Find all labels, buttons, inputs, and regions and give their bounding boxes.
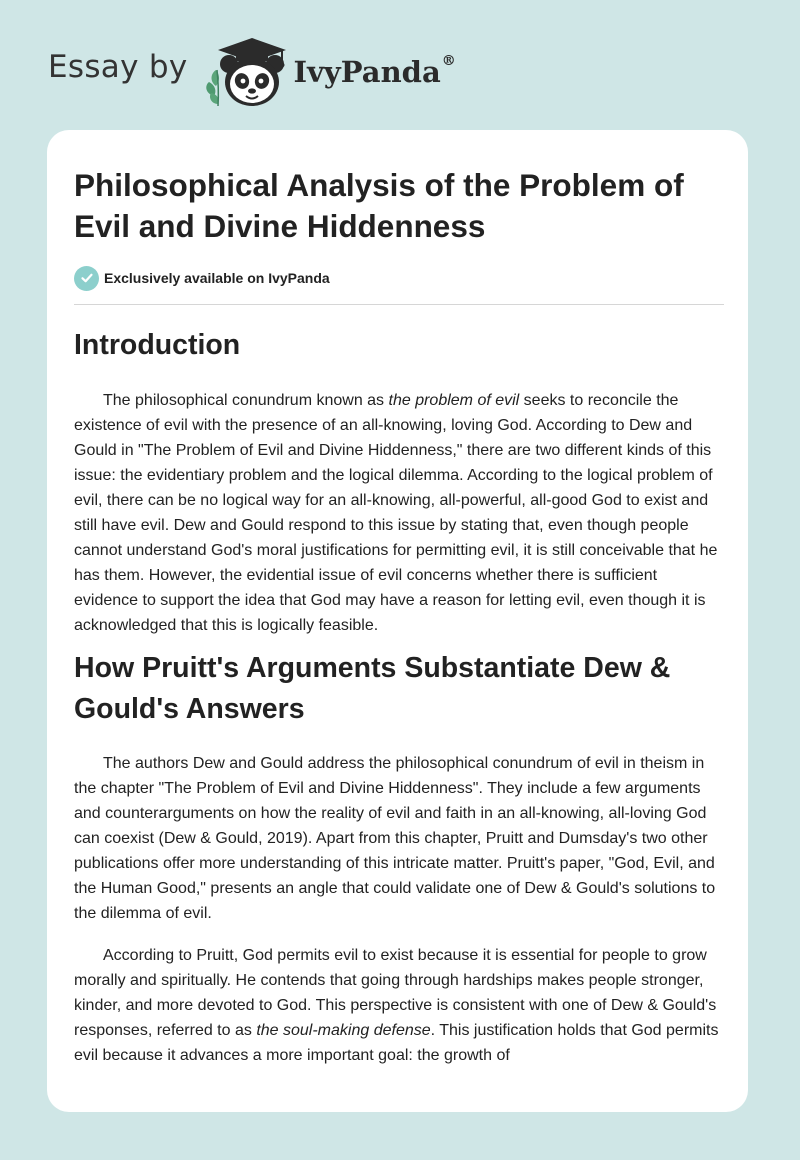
essay-by-label: Essay by (48, 49, 188, 85)
term-problem-of-evil: the problem of evil (388, 392, 520, 409)
check-circle-icon (74, 266, 99, 291)
site-header (48, 30, 456, 110)
paragraph: The authors Dew and Gould address the philosophical conundrum of evil in theism in the chapter "The Problem of Evil and Divine Hiddenness". They include a few arguments and counterarguments on how the reality of evil and faith in an all-knowing, all-loving God can coexist (Dew & Gould, 2019). Apart from this chapter, Pruitt and Dumsday's two other publications offer more understanding of this intricate matter. Pruitt's paper, "God, Evil, and the Human Good," presents an angle that could validate one of Dew & Gould's solutions to the dilemma of evil. (74, 755, 716, 922)
brand-name[interactable]: IvyPanda® (293, 53, 456, 89)
section-heading-pruitt-arguments: How Pruitt's Arguments Substantiate Dew & Gould's Answers (74, 652, 671, 725)
registered-mark: ® (441, 53, 456, 69)
paragraph: The philosophical conundrum known as the problem of evil seeks to reconcile the existence of evil with the presence of an all-knowing, loving God. According to Dew and Gould in "The Problem of Evil and Divine Hiddenness," there are two different kinds of this issue: the evidentiary problem and the logical dilemma. According to the logical problem of evil, there can be no logical way for an all-knowing, all-powerful, all-good God to exist and still have evil. Dew and Gould respond to this issue by stating that, even though people cannot understand God's moral justifications for permitting evil, it is still conceivable that he has them. However, the evidential issue of evil concerns whether there is sufficient evidence to support the idea that God may have a reason for letting evil, even though it is acknowledged that this is logically feasible. (74, 392, 718, 634)
exclusive-badge (74, 265, 724, 291)
section-heading-introduction: Introduction (74, 329, 241, 361)
essay-card (47, 130, 748, 1112)
paragraph: According to Pruitt, God permits evil to exist because it is essential for people to grow morally and spiritually. He contends that going through hardships makes people stronger, kinder, and more devoted to God. This perspective is consistent with one of Dew & Gould's responses, referred to as the soul-making defense. This justification holds that God permits evil because it advances a more important goal: the growth of (74, 947, 719, 1064)
term-soul-making-defense: the soul-making defense (256, 1022, 431, 1039)
ivypanda-panda-logo-icon[interactable] (202, 30, 292, 110)
essay-title: Philosophical Analysis of the Problem of Evil and Divine Hiddenness (74, 167, 684, 244)
essay-content (74, 130, 724, 1068)
divider (74, 304, 724, 305)
badge-label: Exclusively available on IvyPanda (104, 270, 330, 286)
